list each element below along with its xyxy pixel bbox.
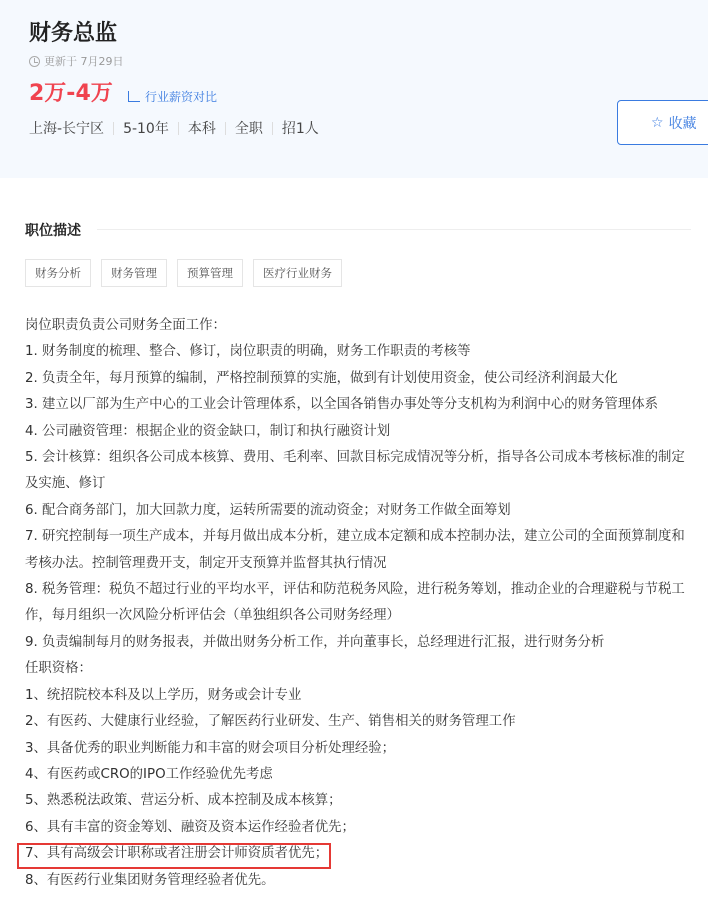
- updated-text: 更新于 7月29日: [44, 55, 124, 68]
- compare-label: 行业薪资对比: [145, 90, 218, 104]
- favorite-label: 收藏: [668, 115, 697, 132]
- description-line: 4. 公司融资管理：根据企业的资金缺口，制订和执行融资计划: [25, 423, 391, 439]
- description-line: 5、熟悉税法政策、营运分析、成本控制及成本核算；: [25, 793, 342, 809]
- salary-compare-link[interactable]: [128, 88, 217, 105]
- job-header: [0, 0, 708, 178]
- description-line: 9. 负责编制每月的财务报表，并做出财务分析工作，并向董事长，总经理进行汇报，进行财务分析: [25, 634, 605, 650]
- tag: 预算管理: [177, 259, 243, 287]
- description-line: 1、统招院校本科及以上学历，财务或会计专业: [25, 687, 302, 703]
- location: 上海-长宁区: [29, 121, 105, 137]
- description-line: 1. 财务制度的梳理、整合、修订，岗位职责的明确，财务工作职责的考核等: [25, 344, 471, 360]
- education: 本科: [187, 121, 216, 137]
- chart-icon: [128, 91, 140, 102]
- description-line: 岗位职责负责公司财务全面工作：: [25, 318, 226, 333]
- description-line: 6、具有丰富的资金筹划、融资及资本运作经验者优先；: [25, 819, 355, 835]
- job-description: [25, 313, 685, 894]
- skill-tags: [25, 259, 342, 287]
- description-line: 6. 配合商务部门，加大回款力度，运转所需要的流动资金；对财务工作做全面筹划: [25, 502, 511, 518]
- highlight-box: [17, 843, 331, 869]
- favorite-button[interactable]: [617, 100, 708, 145]
- job-title: 财务总监: [29, 21, 118, 46]
- description-line: 7、具有高级会计职称或者注册会计师资质者优先；: [25, 846, 329, 862]
- section-title: 职位描述: [25, 223, 81, 239]
- star-icon: ☆: [651, 114, 664, 131]
- description-line: 任职资格：: [25, 661, 92, 677]
- experience: 5-10年: [123, 121, 169, 137]
- clock-icon: [29, 56, 40, 67]
- tag: 医疗行业财务: [253, 259, 342, 287]
- description-line: 2. 负责全年，每月预算的编制，严格控制预算的实施，做到有计划使用资金，使公司经济利润最大化: [25, 370, 618, 386]
- headcount: 招1人: [281, 121, 319, 137]
- description-line: 7. 研究控制每一项生产成本，并每月做出成本分析，建立成本定额和成本控制办法，建立公司的全面预算制度和考核办法。控制管理费开支，制定开支预算并监督其执行情况: [25, 529, 685, 571]
- updated-time: [29, 53, 124, 69]
- divider: [97, 229, 691, 230]
- job-type: 全职: [234, 121, 263, 137]
- job-meta: [29, 118, 319, 138]
- description-line: 8. 税务管理：税负不超过行业的平均水平，评估和防范税务风险，进行税务筹划，推动企业的合理避税与节税工作，每月组织一次风险分析评估会（单独组织各公司财务经理）: [25, 582, 685, 624]
- description-line: 3、具备优秀的职业判断能力和丰富的财会项目分析处理经验；: [25, 740, 396, 756]
- tag: 财务分析: [25, 259, 91, 287]
- description-line: 4、有医药或CRO的IPO工作经验优先考虑: [25, 766, 273, 782]
- description-line: 5. 会计核算：组织各公司成本核算、费用、毛利率、回款目标完成情况等分析，指导各公司成本考核标准的制定及实施、修订: [25, 450, 685, 492]
- salary: 2万-4万: [29, 81, 113, 106]
- tag: 财务管理: [101, 259, 167, 287]
- description-line: 2、有医药、大健康行业经验，了解医药行业研发、生产、销售相关的财务管理工作: [25, 714, 516, 730]
- description-line: 3. 建立以厂部为生产中心的工业会计管理体系，以全国各销售办事处等分支机构为利润中心的财务管理体系: [25, 397, 658, 413]
- description-line: 8、有医药行业集团财务管理经验者优先。: [25, 872, 275, 888]
